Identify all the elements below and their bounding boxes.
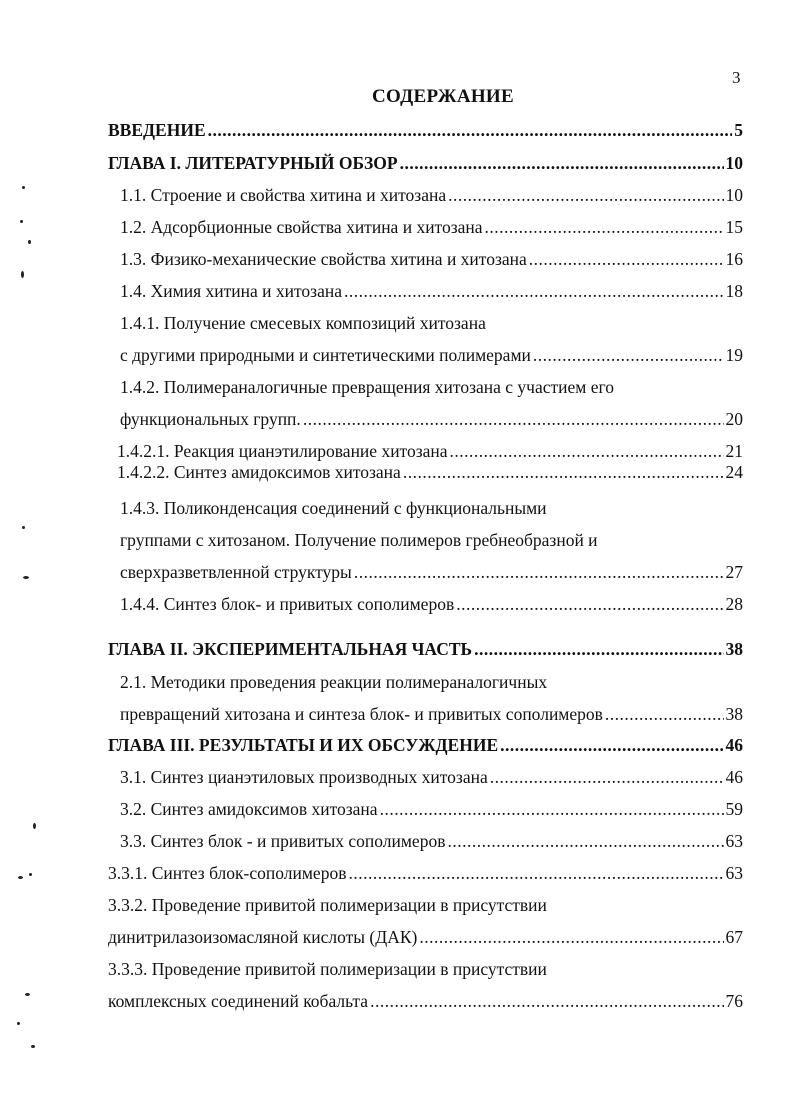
toc-entry-chapter-1[interactable] <box>108 151 743 175</box>
toc-leader-dots <box>419 925 723 949</box>
toc-entry-1-4-3-line1: 1.4.3. Поликонденсация соединений с функциональными <box>120 498 547 518</box>
toc-entry-3-1[interactable] <box>120 765 743 789</box>
scan-speck-mark <box>22 526 25 529</box>
toc-entry-chapter-3[interactable] <box>108 733 743 757</box>
toc-entry-page: 27 <box>725 562 743 582</box>
toc-leader-dots <box>500 733 723 757</box>
toc-entry-page: 63 <box>725 863 743 883</box>
toc-entry-page: 10 <box>725 185 743 205</box>
toc-entry-3-3-1[interactable] <box>108 861 743 885</box>
toc-leader-dots <box>474 637 723 661</box>
toc-entry-label: 1.1. Строение и свойства хитина и хитозана <box>120 185 447 205</box>
toc-entry-page: 20 <box>725 409 743 429</box>
scan-speck-mark <box>29 873 32 876</box>
toc-entry-page: 19 <box>725 345 743 365</box>
toc-entry-1-4-3-line2: группами с хитозаном. Получение полимеров гребнеобразной и <box>120 530 598 550</box>
toc-leader-dots <box>605 702 724 726</box>
toc-leader-dots <box>348 861 723 885</box>
toc-entry-page: 67 <box>725 927 743 947</box>
scan-speck-mark <box>20 220 23 223</box>
toc-entry-page: 15 <box>725 217 743 237</box>
toc-leader-dots <box>303 407 724 431</box>
toc-entry-label: 3.3.1. Синтез блок-сополимеров <box>108 863 347 883</box>
toc-entry-2-1[interactable] <box>120 702 743 726</box>
toc-entry-2-1-line1: 2.1. Методики проведения реакции полимераналогичных <box>120 672 548 692</box>
toc-entry-page: 38 <box>725 704 743 724</box>
toc-leader-dots <box>490 765 724 789</box>
toc-entry-page: 46 <box>725 767 743 787</box>
toc-entry-page: 46 <box>725 735 743 755</box>
toc-leader-dots <box>533 343 724 367</box>
toc-entry-label: 1.4.2.1. Реакция цианэтилирование хитозана <box>117 441 448 461</box>
toc-entry-label: с другими природными и синтетическими полимерами <box>120 345 531 365</box>
toc-leader-dots <box>380 797 724 821</box>
scan-speck-mark <box>33 823 36 829</box>
toc-entry-introduction[interactable] <box>108 118 743 142</box>
toc-entry-page: 63 <box>725 831 743 851</box>
toc-entry-page: 16 <box>725 249 743 269</box>
toc-entry-label: ВВЕДЕНИЕ <box>108 120 206 140</box>
toc-entry-3-3-3[interactable] <box>108 989 743 1013</box>
scan-speck-mark <box>31 1045 35 1048</box>
toc-leader-dots <box>447 829 723 853</box>
toc-entry-page: 38 <box>725 639 743 659</box>
toc-entry-1-4-3[interactable] <box>120 560 743 584</box>
toc-entry-label: 3.2. Синтез амидоксимов хитозана <box>120 799 378 819</box>
toc-entry-1-4[interactable] <box>120 279 743 303</box>
toc-entry-chapter-2[interactable] <box>108 637 743 661</box>
toc-entry-3-3-2[interactable] <box>108 925 743 949</box>
toc-leader-dots <box>208 118 733 142</box>
toc-entry-page: 5 <box>734 120 743 140</box>
toc-entry-page: 10 <box>725 153 743 173</box>
toc-entry-1-3[interactable] <box>120 247 743 271</box>
toc-entry-label: 3.1. Синтез цианэтиловых производных хитозана <box>120 767 488 787</box>
toc-entry-label: превращений хитозана и синтеза блок- и привитых сополимеров <box>120 704 603 724</box>
toc-leader-dots <box>456 592 723 616</box>
toc-entry-label: функциональных групп. <box>120 409 301 429</box>
toc-entry-label: ГЛАВА I. ЛИТЕРАТУРНЫЙ ОБЗОР <box>108 153 398 173</box>
toc-entry-1-4-2[interactable] <box>120 407 743 431</box>
toc-leader-dots <box>529 247 724 271</box>
toc-leader-dots <box>403 460 724 484</box>
toc-entry-3-2[interactable] <box>120 797 743 821</box>
toc-leader-dots <box>344 279 724 303</box>
toc-entry-page: 28 <box>725 594 743 614</box>
scan-speck-mark <box>17 1022 20 1025</box>
toc-entry-page: 59 <box>725 799 743 819</box>
toc-entry-page: 21 <box>725 441 743 461</box>
toc-entry-label: ГЛАВА II. ЭКСПЕРИМЕНТАЛЬНАЯ ЧАСТЬ <box>108 639 473 659</box>
scan-speck-mark <box>21 271 24 278</box>
toc-entry-1-1[interactable] <box>120 183 743 207</box>
toc-entry-page: 76 <box>725 991 743 1011</box>
toc-entry-3-3-3-line1: 3.3.3. Проведение привитой полимеризации в присутствии <box>108 959 547 979</box>
toc-leader-dots <box>485 215 724 239</box>
page-number: 3 <box>732 68 741 87</box>
toc-leader-dots <box>370 989 723 1013</box>
toc-entry-label: 1.4.4. Синтез блок- и привитых сополимеров <box>120 594 455 614</box>
toc-leader-dots <box>400 151 724 175</box>
toc-entry-3-3[interactable] <box>120 829 743 853</box>
toc-leader-dots <box>354 560 724 584</box>
toc-entry-label: комплексных соединений кобальта <box>108 991 369 1011</box>
toc-entry-label: 3.3. Синтез блок - и привитых сополимеров <box>120 831 446 851</box>
toc-entry-1-4-2-2[interactable] <box>117 460 743 484</box>
toc-entry-1-4-1-line1: 1.4.1. Получение смесевых композиций хитозана <box>120 313 486 333</box>
toc-title: СОДЕРЖАНИЕ <box>372 86 514 107</box>
toc-entry-page: 24 <box>725 462 743 482</box>
toc-entry-3-3-2-line1: 3.3.2. Проведение привитой полимеризации в присутствии <box>108 895 547 915</box>
toc-leader-dots <box>448 183 723 207</box>
toc-entry-1-2[interactable] <box>120 215 743 239</box>
scan-speck-mark <box>22 186 25 189</box>
toc-entry-1-4-2-line1: 1.4.2. Полимераналогичные превращения хитозана с участием его <box>120 377 614 397</box>
toc-entry-1-4-1[interactable] <box>120 343 743 367</box>
scan-speck-mark <box>18 876 23 879</box>
toc-entry-label: 1.4. Химия хитина и хитозана <box>120 281 342 301</box>
scan-speck-mark <box>28 240 31 244</box>
toc-entry-label: ГЛАВА III. РЕЗУЛЬТАТЫ И ИХ ОБСУЖДЕНИЕ <box>108 735 499 755</box>
toc-entry-page: 18 <box>725 281 743 301</box>
toc-entry-label: 1.4.2.2. Синтез амидоксимов хитозана <box>117 462 401 482</box>
toc-entry-label: 1.2. Адсорбционные свойства хитина и хитозана <box>120 217 483 237</box>
scan-speck-mark <box>23 576 29 579</box>
toc-entry-label: динитрилазоизомасляной кислоты (ДАК) <box>108 927 418 947</box>
toc-entry-label: 1.3. Физико-механические свойства хитина и хитозана <box>120 249 527 269</box>
scan-speck-mark <box>25 993 30 996</box>
toc-entry-1-4-4[interactable] <box>120 592 743 616</box>
toc-entry-label: сверхразветвленной структуры <box>120 562 352 582</box>
